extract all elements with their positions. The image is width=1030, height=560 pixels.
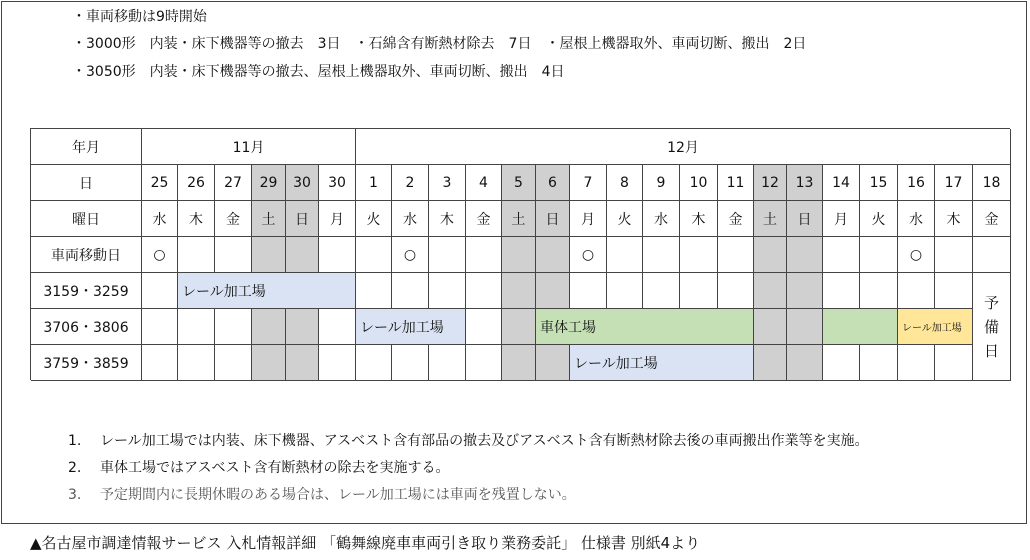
weekday-cell: 火 — [607, 201, 643, 237]
move-cell — [536, 237, 570, 273]
day-cell: 2 — [392, 165, 429, 201]
schedule-cell — [142, 273, 178, 309]
schedule-cell — [466, 273, 502, 309]
weekday-cell: 土 — [502, 201, 536, 237]
weekday-cell: 日 — [286, 201, 319, 237]
note-line-2: ・3000形 内装・床下機器等の撤去 3日 ・石綿含有断熱材除去 7日 ・屋根上機器取外、車両切断、搬出 2日 — [72, 36, 807, 52]
schedule-cell — [823, 345, 860, 381]
schedule-cell — [898, 273, 935, 309]
weekday-cell: 月 — [319, 201, 356, 237]
schedule-cell — [392, 345, 429, 381]
weekday-cell: 月 — [570, 201, 607, 237]
schedule-cell — [536, 273, 570, 309]
move-cell — [178, 237, 215, 273]
move-mark: ○ — [392, 237, 429, 273]
move-cell — [823, 237, 860, 273]
day-cell: 16 — [898, 165, 935, 201]
schedule-cell — [823, 273, 860, 309]
schedule-cell — [643, 273, 680, 309]
weekday-cell: 日 — [536, 201, 570, 237]
move-cell — [787, 237, 823, 273]
schedule-cell — [178, 309, 215, 345]
schedule-cell — [178, 345, 215, 381]
schedule-cell — [356, 273, 392, 309]
move-mark: ○ — [142, 237, 178, 273]
schedule-cell — [286, 309, 319, 345]
weekday-cell: 金 — [973, 201, 1011, 237]
weekday-cell: 火 — [860, 201, 898, 237]
day-cell: 4 — [466, 165, 502, 201]
footnote-text: 車体工場ではアスベスト含有断熱材の除去を実施する。 — [100, 460, 450, 476]
weekday-cell: 木 — [429, 201, 466, 237]
row-label-car-3159: 3159・3259 — [31, 273, 142, 309]
move-cell — [607, 237, 643, 273]
schedule-cell — [860, 345, 898, 381]
day-cell: 30 — [319, 165, 356, 201]
day-cell: 5 — [502, 165, 536, 201]
row-label-car-3759: 3759・3859 — [31, 345, 142, 381]
day-cell: 3 — [429, 165, 466, 201]
schedule-cell — [718, 273, 754, 309]
weekday-cell: 日 — [787, 201, 823, 237]
schedule-cell — [392, 273, 429, 309]
schedule-cell — [754, 345, 787, 381]
schedule-cell — [429, 345, 466, 381]
header-year-month: 年月 — [31, 129, 142, 165]
move-cell — [754, 237, 787, 273]
schedule-cell — [754, 309, 787, 345]
move-cell — [466, 237, 502, 273]
schedule-cell — [680, 273, 718, 309]
note-line-3: ・3050形 内装・床下機器等の撤去、屋根上機器取外、車両切断、搬出 4日 — [72, 64, 565, 80]
schedule-cell — [860, 273, 898, 309]
day-cell: 11 — [718, 165, 754, 201]
move-cell — [319, 237, 356, 273]
schedule-cell — [536, 345, 570, 381]
schedule-cell — [787, 273, 823, 309]
day-cell: 27 — [215, 165, 252, 201]
move-cell — [935, 237, 973, 273]
reserve-char: 備 — [983, 317, 999, 336]
schedule-cell — [356, 345, 392, 381]
weekday-cell: 月 — [823, 201, 860, 237]
schedule-cell — [935, 273, 973, 309]
schedule-cell — [319, 309, 356, 345]
weekday-cell: 水 — [643, 201, 680, 237]
day-cell: 18 — [973, 165, 1011, 201]
day-cell: 15 — [860, 165, 898, 201]
bar-rail-shop-3159: レール加工場 — [178, 273, 356, 309]
row-label-move-day: 車両移動日 — [31, 237, 142, 273]
move-cell — [680, 237, 718, 273]
weekday-cell: 木 — [680, 201, 718, 237]
day-cell: 29 — [252, 165, 286, 201]
day-cell: 26 — [178, 165, 215, 201]
schedule-cell — [142, 345, 178, 381]
weekday-cell: 火 — [356, 201, 392, 237]
day-cell: 13 — [787, 165, 823, 201]
schedule-cell — [787, 309, 823, 345]
weekday-cell: 木 — [178, 201, 215, 237]
month-december: 12月 — [356, 129, 1011, 165]
weekday-cell: 金 — [215, 201, 252, 237]
bar-rail-shop-3759: レール加工場 — [570, 345, 754, 381]
day-cell: 10 — [680, 165, 718, 201]
month-november: 11月 — [142, 129, 356, 165]
bar-body-shop-3706-cont — [823, 309, 898, 345]
move-mark: ○ — [898, 237, 935, 273]
row-label-car-3706: 3706・3806 — [31, 309, 142, 345]
move-cell — [502, 237, 536, 273]
day-cell: 6 — [536, 165, 570, 201]
weekday-cell: 木 — [935, 201, 973, 237]
schedule-cell — [898, 345, 935, 381]
schedule-cell — [466, 345, 502, 381]
day-cell: 7 — [570, 165, 607, 201]
schedule-cell — [787, 345, 823, 381]
schedule-cell — [570, 273, 607, 309]
reserve-char: 日 — [983, 341, 999, 360]
day-cell: 9 — [643, 165, 680, 201]
weekday-cell: 金 — [466, 201, 502, 237]
weekday-cell: 土 — [754, 201, 787, 237]
day-cell: 17 — [935, 165, 973, 201]
schedule-cell — [502, 345, 536, 381]
schedule-cell — [429, 273, 466, 309]
move-cell — [252, 237, 286, 273]
footnote-2 — [68, 459, 449, 477]
day-cell: 25 — [142, 165, 178, 201]
move-cell — [215, 237, 252, 273]
schedule-cell — [252, 309, 286, 345]
schedule-cell — [319, 345, 356, 381]
schedule-cell — [142, 309, 178, 345]
footnote-3 — [68, 486, 576, 504]
schedule-cell — [215, 345, 252, 381]
schedule-cell — [502, 273, 536, 309]
schedule-cell — [466, 309, 502, 345]
schedule-cell — [215, 309, 252, 345]
note-line-1: ・車両移動は9時開始 — [72, 9, 207, 25]
move-cell — [718, 237, 754, 273]
footnote-text: 予定期間内に長期休暇のある場合は、レール加工場には車両を残置しない。 — [100, 487, 576, 503]
weekday-cell: 金 — [718, 201, 754, 237]
source-caption: ▲名古屋市調達情報サービス 入札情報詳細 「鶴舞線廃車車両引き取り業務委託」 仕様書 別紙4より — [30, 534, 701, 552]
weekday-cell: 水 — [392, 201, 429, 237]
schedule-cell — [286, 345, 319, 381]
day-cell: 30 — [286, 165, 319, 201]
bar-body-shop-3706: 車体工場 — [536, 309, 754, 345]
weekday-cell: 土 — [252, 201, 286, 237]
schedule-cell — [935, 345, 973, 381]
move-cell — [356, 237, 392, 273]
move-cell — [286, 237, 319, 273]
schedule-cell — [607, 273, 643, 309]
day-cell: 8 — [607, 165, 643, 201]
move-cell — [429, 237, 466, 273]
reserve-char: 予 — [983, 293, 999, 312]
weekday-cell: 水 — [898, 201, 935, 237]
schedule-cell — [502, 309, 536, 345]
schedule-cell — [252, 345, 286, 381]
footnote-number: 2. — [68, 460, 82, 476]
schedule-table — [30, 128, 1010, 380]
footnote-text: レール加工場では内装、床下機器、アスベスト含有部品の撤去及びアスベスト含有断熱材除去後の車両搬出作業等を実施。 — [100, 433, 869, 449]
header-day: 日 — [31, 165, 142, 201]
bar-rail-shop-3706: レール加工場 — [356, 309, 466, 345]
schedule-cell — [754, 273, 787, 309]
footnote-number: 3. — [68, 487, 82, 503]
reserve-day-cell — [973, 273, 1011, 381]
footnote-1 — [68, 432, 869, 450]
bar-rail-shop-small-3706: レール加工場 — [898, 309, 973, 345]
day-cell: 14 — [823, 165, 860, 201]
move-mark: ○ — [570, 237, 607, 273]
weekday-cell: 水 — [142, 201, 178, 237]
move-cell — [973, 237, 1011, 273]
day-cell: 1 — [356, 165, 392, 201]
move-cell — [643, 237, 680, 273]
footnote-number: 1. — [68, 433, 82, 449]
day-cell: 12 — [754, 165, 787, 201]
move-cell — [860, 237, 898, 273]
header-weekday: 曜日 — [31, 201, 142, 237]
